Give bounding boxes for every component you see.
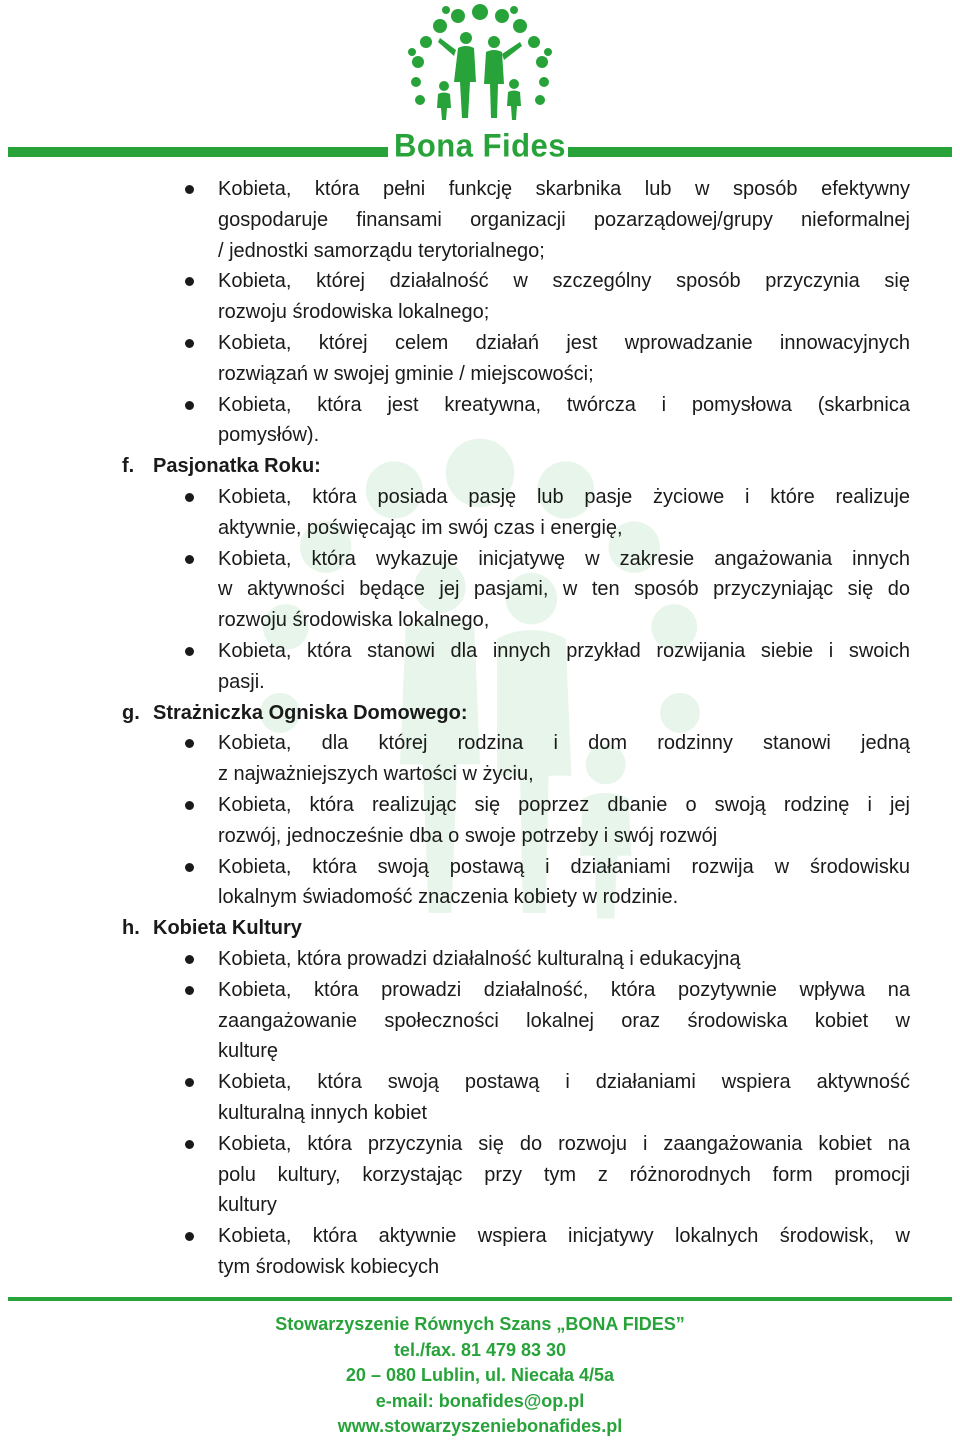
list-item-text: Kobieta, która realizując się poprzez dbanie o swoją rodzinę i jej <box>218 794 910 816</box>
brand-name: Bona Fides <box>393 127 567 164</box>
bullet-icon <box>185 955 194 964</box>
footer-email: e-mail: bonafides@op.pl <box>375 1390 585 1411</box>
list-item-text: / jednostki samorządu terytorialnego; <box>218 239 545 262</box>
list-item-text: Kobieta, dla której rodzina i dom rodzinny stanowi jedną <box>218 732 910 755</box>
list-item-text: lokalnym świadomość znaczenia kobiety w rodzinie. <box>218 886 679 909</box>
list-item-text: Kobieta, która prowadzi działalność, która pozytywnie wpływa na <box>218 978 910 1001</box>
bullet-icon <box>185 339 194 348</box>
list-item-text: z najważniejszych wartości w życiu, <box>218 763 534 786</box>
header-rule-left <box>8 147 388 157</box>
section-title: Kobieta Kultury <box>153 917 302 940</box>
bullet-icon <box>185 863 194 872</box>
list-item-text: Kobieta, która jest kreatywna, twórcza i pomysłowa (skarbnica <box>218 393 910 416</box>
list-item <box>218 1067 910 1129</box>
list-item-text: rozwoju środowiska lokalnego; <box>218 301 490 324</box>
list-item <box>218 544 910 636</box>
section-letter: g. <box>122 701 140 724</box>
section-heading <box>122 451 321 482</box>
list-item-text: Kobieta, która swoją postawą i działaniami wspiera aktywność <box>218 1071 910 1094</box>
list-item-text: Kobieta, która aktywnie wspiera inicjatywy lokalnych środowisk, w <box>218 1225 910 1248</box>
list-item <box>218 266 910 328</box>
header-rule-right <box>568 147 952 157</box>
list-item-text: zaangażowanie społeczności lokalnej oraz środowiska kobiet w <box>218 1009 910 1032</box>
section-letter: h. <box>122 917 140 940</box>
list-item-text: Kobieta, która posiada pasję lub pasje życiowe i które realizuje <box>218 486 910 508</box>
list-item-text: Kobieta, która przyczynia się do rozwoju i zaangażowania kobiet na <box>218 1132 910 1155</box>
section-letter: f. <box>122 455 135 478</box>
bullet-icon <box>185 1078 194 1087</box>
list-item-text: kultury <box>218 1194 277 1217</box>
list-item <box>218 1129 910 1221</box>
section-heading <box>122 913 302 944</box>
list-item-text: rozwiązań w swojej gminie / miejscowości; <box>218 362 594 385</box>
footer-address: 20 – 080 Lublin, ul. Niecała 4/5a <box>345 1365 615 1385</box>
list-item-text: rozwoju środowiska lokalnego, <box>218 609 490 632</box>
section-heading <box>122 698 468 729</box>
bona-fides-logo-icon <box>396 2 564 128</box>
list-item-text: tym środowisk kobiecych <box>218 1255 440 1278</box>
list-item-text: rozwój, jednocześnie dba o swoje potrzeby i swój rozwój <box>218 824 718 847</box>
page-footer <box>0 1312 960 1440</box>
list-item <box>218 636 910 698</box>
bullet-icon <box>185 1140 194 1149</box>
list-item <box>218 852 910 914</box>
bullet-icon <box>185 555 194 564</box>
bullet-icon <box>185 647 194 656</box>
list-item <box>218 790 910 852</box>
section-title: Strażniczka Ogniska Domowego: <box>153 701 468 724</box>
footer-website: www.stowarzyszeniebonafides.pl <box>337 1416 623 1436</box>
list-item-text: kulturę <box>218 1040 279 1063</box>
list-item-text: w aktywności będące jej pasjami, w ten sposób przyczyniając się do <box>218 578 910 601</box>
list-item-text: Kobieta, która wykazuje inicjatywę w zakresie angażowania innych <box>218 547 910 570</box>
footer-phone: tel./fax. 81 479 83 30 <box>393 1339 567 1360</box>
list-item-text: Kobieta, która pełni funkcję skarbnika lub w sposób efektywny <box>218 178 910 200</box>
list-item-text: Kobieta, która stanowi dla innych przykład rozwijania siebie i swoich <box>218 640 910 662</box>
list-item <box>218 174 910 266</box>
bullet-icon <box>185 739 194 748</box>
list-item <box>218 944 910 975</box>
bullet-icon <box>185 986 194 995</box>
list-item-text: polu kultury, korzystając przy tym z różnorodnych form promocji <box>218 1163 910 1186</box>
list-item <box>218 728 910 790</box>
list-item <box>218 1221 910 1283</box>
section-title: Pasjonatka Roku: <box>153 455 321 478</box>
bullet-icon <box>185 801 194 810</box>
list-item-text: pomysłów). <box>218 424 320 447</box>
page-header <box>0 0 960 170</box>
bullet-icon <box>185 185 194 194</box>
list-item <box>218 328 910 390</box>
list-item-text: kulturalną innych kobiet <box>218 1101 428 1124</box>
list-item-text: aktywnie, poświęcając im swój czas i energię, <box>218 516 623 539</box>
list-item-text: Kobieta, która swoją postawą i działaniami rozwija w środowisku <box>218 855 910 878</box>
bullet-icon <box>185 1232 194 1241</box>
list-item-text: Kobieta, której działalność w szczególny sposób przyczynia się <box>218 270 910 293</box>
list-item-text: pasji. <box>218 670 265 693</box>
list-item <box>218 482 910 544</box>
list-item <box>218 390 910 452</box>
bullet-icon <box>185 401 194 410</box>
footer-rule <box>8 1297 952 1301</box>
list-item-text: gospodaruje finansami organizacji pozarządowej/grupy nieformalnej <box>218 208 910 231</box>
list-item <box>218 975 910 1067</box>
list-item-text: Kobieta, której celem działań jest wprowadzanie innowacyjnych <box>218 332 910 354</box>
bullet-icon <box>185 493 194 502</box>
list-item-text: Kobieta, która prowadzi działalność kulturalną i edukacyjną <box>218 948 741 970</box>
footer-organization: Stowarzyszenie Równych Szans „BONA FIDES” <box>275 1314 685 1334</box>
bullet-icon <box>185 277 194 286</box>
